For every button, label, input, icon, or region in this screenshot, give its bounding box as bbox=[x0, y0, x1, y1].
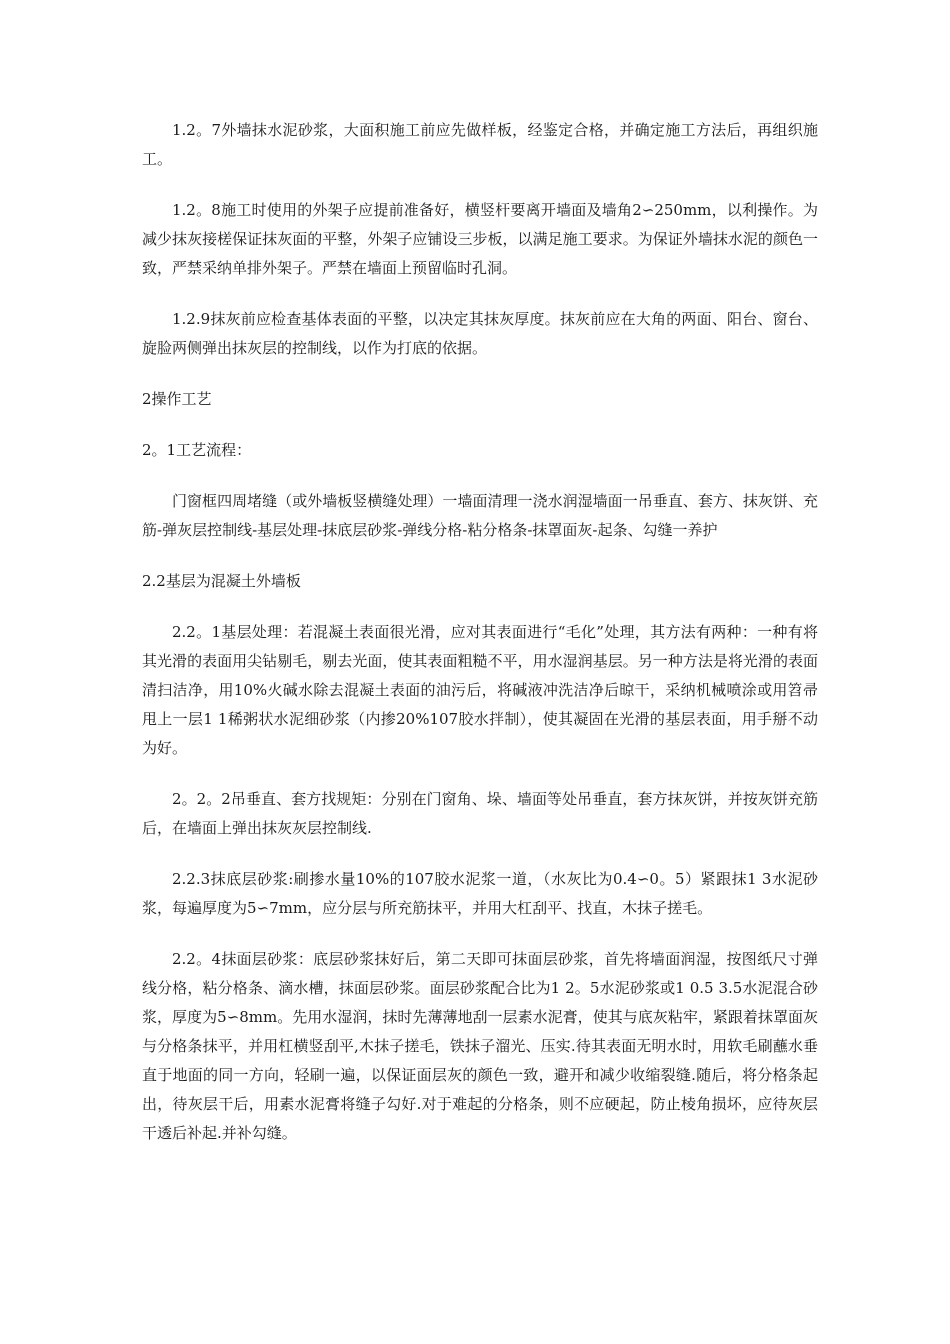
paragraph-1-2-7: 1.2。7外墙抹水泥砂浆，大面积施工前应先做样板，经鉴定合格，并确定施工方法后，再组织施工。 bbox=[142, 121, 818, 168]
paragraph-2-2-3: 2.2.3抹底层砂浆:刷掺水量10%的107胶水泥浆一道，（水灰比为0.4∽0。5）紧跟抹1 3水泥砂浆，每遍厚度为5∽7mm，应分层与所充筋抹平，并用大杠刮平、找直，木抹子搓毛。 bbox=[142, 870, 818, 917]
paragraph-1-2-8: 1.2。8施工时使用的外架子应提前准备好，横竖杆要离开墙面及墙角2∽250mm，以利操作。为减少抹灰接槎保证抹灰面的平整，外架子应铺设三步板，以满足施工要求。为保证外墙抹水泥的颜色一致，严禁采纳单排外架子。严禁在墙面上预留临时孔洞。 bbox=[142, 201, 818, 277]
paragraph-process-flow: 门窗框四周堵缝（或外墙板竖横缝处理）一墙面清理一浇水润湿墙面一吊垂直、套方、抹灰饼、充筋-弹灰层控制线-基层处理-抹底层砂浆-弹线分格-粘分格条-抹罩面灰-起条、勾缝一养护 bbox=[142, 492, 818, 539]
subsection-heading-2-1: 2。1工艺流程： bbox=[142, 441, 252, 459]
paragraph-2-2-1: 2.2。1基层处理：若混凝土表面很光滑，应对其表面进行“毛化”处理，其方法有两种：一种有将其光滑的表面用尖钻剔毛，剔去光面，使其表面粗糙不平，用水湿润基层。另一种方法是将光滑的表面清扫洁净，用10%火碱水除去混凝土表面的油污后，将碱液冲洗洁净后晾干，采纳机械喷涂或用笤帚甩上一层1 1稀粥状水泥细砂浆（内掺20%107胶水拌制），使其凝固在光滑的基层表面，用手掰不动为好。 bbox=[142, 623, 818, 757]
subsection-heading-2-2: 2.2基层为混凝土外墙板 bbox=[142, 572, 301, 590]
paragraph-1-2-9: 1.2.9抹灰前应检查基体表面的平整，以决定其抹灰厚度。抹灰前应在大角的两面、阳台、窗台、旋脸两侧弹出抹灰层的控制线，以作为打底的依据。 bbox=[142, 310, 818, 357]
section-heading-2: 2操作工艺 bbox=[142, 390, 212, 408]
paragraph-2-2-4: 2.2。4抹面层砂浆：底层砂浆抹好后，第二天即可抹面层砂浆，首先将墙面润湿，按图纸尺寸弹线分格，粘分格条、滴水槽，抹面层砂浆。面层砂浆配合比为1 2。5水泥砂浆或1 0.5 3.5水泥混合砂浆，厚度为5∽8mm。先用水湿润，抹时先薄薄地刮一层素水泥膏，使其与底灰粘牢，紧跟着抹罩面灰与分格条抹平，并用杠横竖刮平,木抹子搓毛，铁抹子溜光、压实.待其表面无明水时，用软毛刷蘸水垂直于地面的同一方向，轻刷一遍，以保证面层灰的颜色一致，避开和减少收缩裂缝.随后，将分格条起出，待灰层干后，用素水泥膏将缝子勾好.对于难起的分格条，则不应硬起，防止棱角损坏，应待灰层干透后补起.并补勾缝。 bbox=[142, 950, 818, 1142]
document-page bbox=[142, 116, 818, 1148]
paragraph-2-2-2: 2。2。2吊垂直、套方找规矩：分别在门窗角、垛、墙面等处吊垂直，套方抹灰饼，并按灰饼充筋后，在墙面上弹出抹灰灰层控制线. bbox=[142, 790, 818, 837]
